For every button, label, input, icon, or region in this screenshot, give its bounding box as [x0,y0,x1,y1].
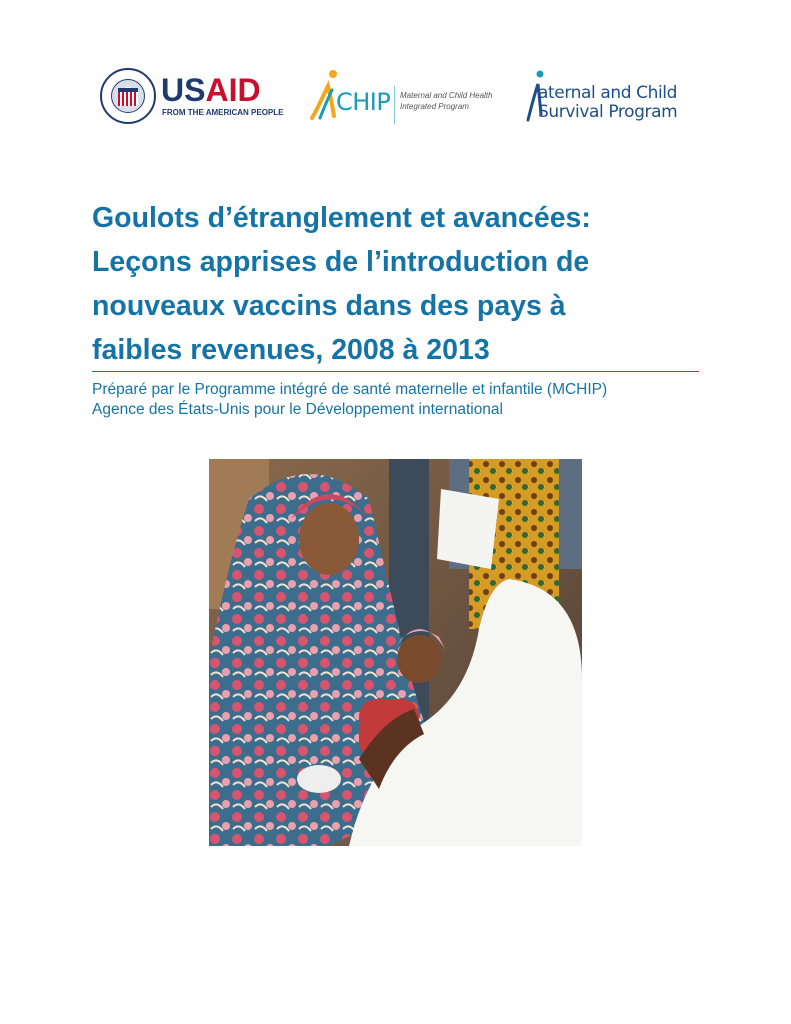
mchip-subtitle: Maternal and Child Health Integrated Program [400,91,493,111]
usaid-seal-icon [100,68,156,124]
mcsp-wordmark: aternal and Child Survival Program [538,83,678,122]
subtitle-line-1: Préparé par le Programme intégré de santé maternelle et infantile (MCHIP) [92,381,608,398]
mchip-divider [394,86,395,124]
mcsp-logo [524,68,694,128]
title-divider [92,371,699,372]
title-line-4: faibles revenues, 2008 à 2013 [92,334,490,366]
usaid-wordmark: USAID [161,72,261,108]
cover-photo-illustration [209,459,582,846]
mchip-wordmark: CHIP [336,88,391,116]
title-line-1: Goulots d’étranglement et avancées: [92,202,591,234]
usaid-tagline: FROM THE AMERICAN PEOPLE [162,108,284,117]
cover-photo [209,459,582,846]
document-title [92,196,702,372]
usaid-logo [100,68,300,128]
title-line-3: nouveaux vaccins dans des pays à [92,290,566,322]
mchip-logo [306,68,516,128]
logo-bar [0,66,791,130]
title-line-2: Leçons apprises de l’introduction de [92,246,590,278]
document-subtitle [92,380,607,420]
subtitle-line-2: Agence des États-Unis pour le Développement international [92,401,503,418]
